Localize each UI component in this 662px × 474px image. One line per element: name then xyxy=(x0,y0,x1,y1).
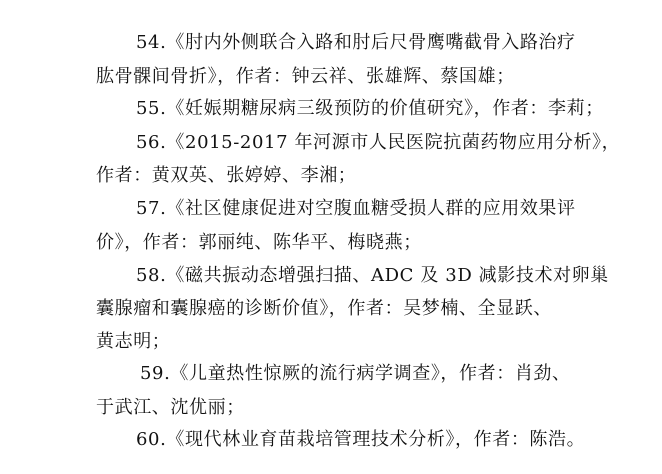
entry-59-line-2: 于武江、沈优丽； xyxy=(96,397,245,418)
entry-56-line-2: 作者：黄双英、张婷婷、李湘； xyxy=(96,165,357,186)
entry-56-line-1: 56.《2015-2017 年河源市人民医院抗菌药物应用分析》， xyxy=(136,132,621,153)
entry-55-line-1: 55.《妊娠期糖尿病三级预防的价值研究》，作者：李莉； xyxy=(136,98,604,119)
entry-57-line-2: 价》，作者：郭丽纯、陈华平、梅晓燕； xyxy=(96,232,422,253)
entry-54-line-2: 肱骨髁间骨折》，作者：钟云祥、张雄辉、蔡国雄； xyxy=(96,66,515,87)
entry-58-line-2: 囊腺瘤和囊腺癌的诊断价值》，作者：吴梦楠、全显跃、 xyxy=(96,298,552,319)
entry-54-line-1: 54.《肘内外侧联合入路和肘后尺骨鹰嘴截骨入路治疗 xyxy=(136,32,576,53)
entry-58-line-1: 58.《磁共振动态增强扫描、ADC 及 3D 减影技术对卵巢 xyxy=(136,265,609,286)
entry-59-line-1: 59.《儿童热性惊厥的流行病学调查》，作者：肖劲、 xyxy=(140,363,571,384)
entry-57-line-1: 57.《社区健康促进对空腹血糖受损人群的应用效果评 xyxy=(136,198,576,219)
entry-58-line-3: 黄志明； xyxy=(96,331,171,352)
entry-60-line-1: 60.《现代林业育苗栽培管理技术分析》，作者：陈浩。 xyxy=(136,429,586,450)
